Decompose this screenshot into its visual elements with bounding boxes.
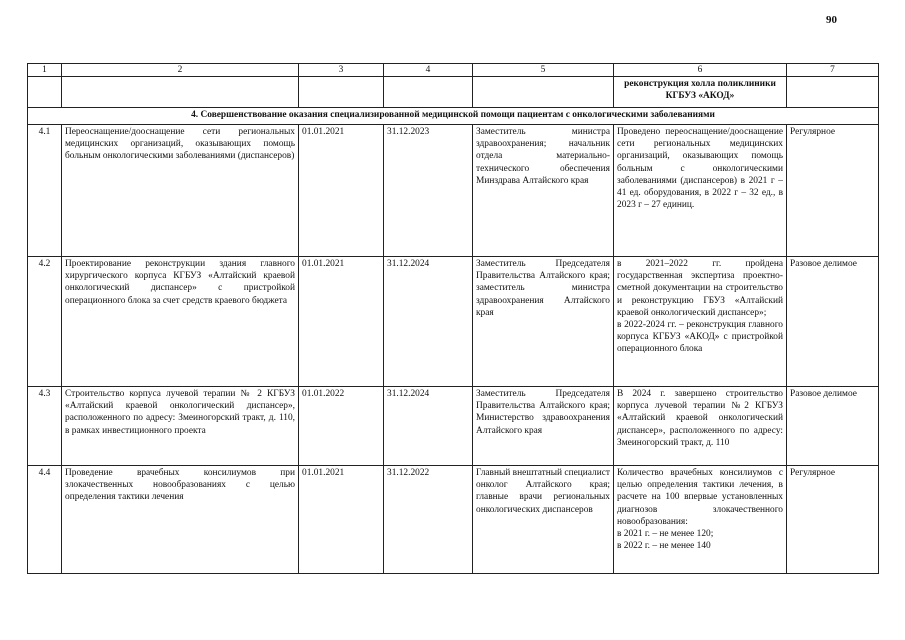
- expected-result: [614, 466, 787, 574]
- row-number: 4.3: [28, 387, 62, 466]
- header-row: [28, 64, 879, 77]
- col-header-3: 3: [299, 64, 384, 77]
- page-number: 90: [826, 14, 837, 26]
- continuation-row: [28, 77, 879, 108]
- responsible-party: Заместитель Председателя Правительства Алтайского края; Министерство здравоохранения Алтайского края: [473, 387, 614, 466]
- result-line: в 2021–2022 гг. пройдена государственная экспертиза проектно-сметной документации на строительство и реконструкцию ГБУЗ «Алтайский краевой онкологический диспансер»;: [617, 259, 783, 318]
- activity-type: Регулярное: [787, 466, 879, 574]
- col-header-2: 2: [62, 64, 299, 77]
- row-number: 4.4: [28, 466, 62, 574]
- result-line: в 2022-2024 гг. – реконструкция главного корпуса КГБУЗ «АКОД» с пристройкой операционного блока: [617, 320, 783, 355]
- row-number: 4.2: [28, 257, 62, 387]
- result-line: в 2021 г. – не менее 120;: [617, 529, 714, 540]
- responsible-party: Заместитель Председателя Правительства Алтайского края; заместитель министра здравоохранения Алтайского края: [473, 257, 614, 387]
- activity-name: Проведение врачебных консилиумов при злокачественных новообразованиях с целью определения тактики лечения: [62, 466, 299, 574]
- start-date: 01.01.2022: [299, 387, 384, 466]
- result-line: В 2024 г. завершено строительство корпуса лучевой терапии №2 КГБУЗ «Алтайский краевой онкологический диспансер», расположенного по адресу: Змеиногорский тракт, д. 110: [617, 389, 783, 448]
- activity-name: Переоснащение/дооснащение сети региональных медицинских организаций, оказывающих помощь больным онкологическими заболеваниями (диспансеров): [62, 125, 299, 257]
- col-header-5: 5: [473, 64, 614, 77]
- activity-type: Разовое делимое: [787, 257, 879, 387]
- activity-type: Разовое делимое: [787, 387, 879, 466]
- responsible-party: Главный внештатный специалист онколог Алтайского края; главные врачи региональных онкологических диспансеров: [473, 466, 614, 574]
- continuation-result: реконструкция холла поликлиники КГБУЗ «АКОД»: [614, 77, 787, 108]
- expected-result: [614, 257, 787, 387]
- end-date: 31.12.2024: [384, 257, 473, 387]
- expected-result: [614, 125, 787, 257]
- table-row: [28, 125, 879, 257]
- activity-name: Проектирование реконструкции здания главного хирургического корпуса КГБУЗ «Алтайский краевой онкологический диспансер» с пристройкой операционного блока за счет средств краевого бюджета: [62, 257, 299, 387]
- table-row: [28, 466, 879, 574]
- result-line: Количество врачебных консилиумов с целью определения тактики лечения, в расчете на 100 впервые установленных диагнозов злокачественного новообразования:: [617, 468, 783, 527]
- end-date: 31.12.2024: [384, 387, 473, 466]
- table-row: [28, 257, 879, 387]
- col-header-6: 6: [614, 64, 787, 77]
- row-number: 4.1: [28, 125, 62, 257]
- expected-result: [614, 387, 787, 466]
- end-date: 31.12.2022: [384, 466, 473, 574]
- col-header-7: 7: [787, 64, 879, 77]
- col-header-4: 4: [384, 64, 473, 77]
- start-date: 01.01.2021: [299, 466, 384, 574]
- section-title: 4. Совершенствование оказания специализированной медицинской помощи пациентам с онкологическими заболеваниями: [28, 108, 879, 125]
- result-line: в 2022 г. – не менее 140: [617, 541, 711, 552]
- end-date: 31.12.2023: [384, 125, 473, 257]
- activity-plan-table: [27, 63, 879, 574]
- activity-type: Регулярное: [787, 125, 879, 257]
- result-line: Проведено переоснащение/дооснащение сети региональных медицинских организаций, оказывающих помощь больным с онкологическими заболеваниями (диспансеров) в 2021 г – 41 ед. оборудования, в 2022 г – 32 ед., в 2023 г – 27 единиц.: [617, 127, 783, 211]
- start-date: 01.01.2021: [299, 125, 384, 257]
- section-row: [28, 108, 879, 125]
- table-row: [28, 387, 879, 466]
- responsible-party: Заместитель министра здравоохранения; начальник отдела материально-технического обеспечения Минздрава Алтайского края: [473, 125, 614, 257]
- activity-name: Строительство корпуса лучевой терапии № 2 КГБУЗ «Алтайский краевой онкологический диспансер», расположенного по адресу: Змеиногорский тракт, д. 110, в рамках инвестиционного проекта: [62, 387, 299, 466]
- col-header-1: 1: [28, 64, 62, 77]
- start-date: 01.01.2021: [299, 257, 384, 387]
